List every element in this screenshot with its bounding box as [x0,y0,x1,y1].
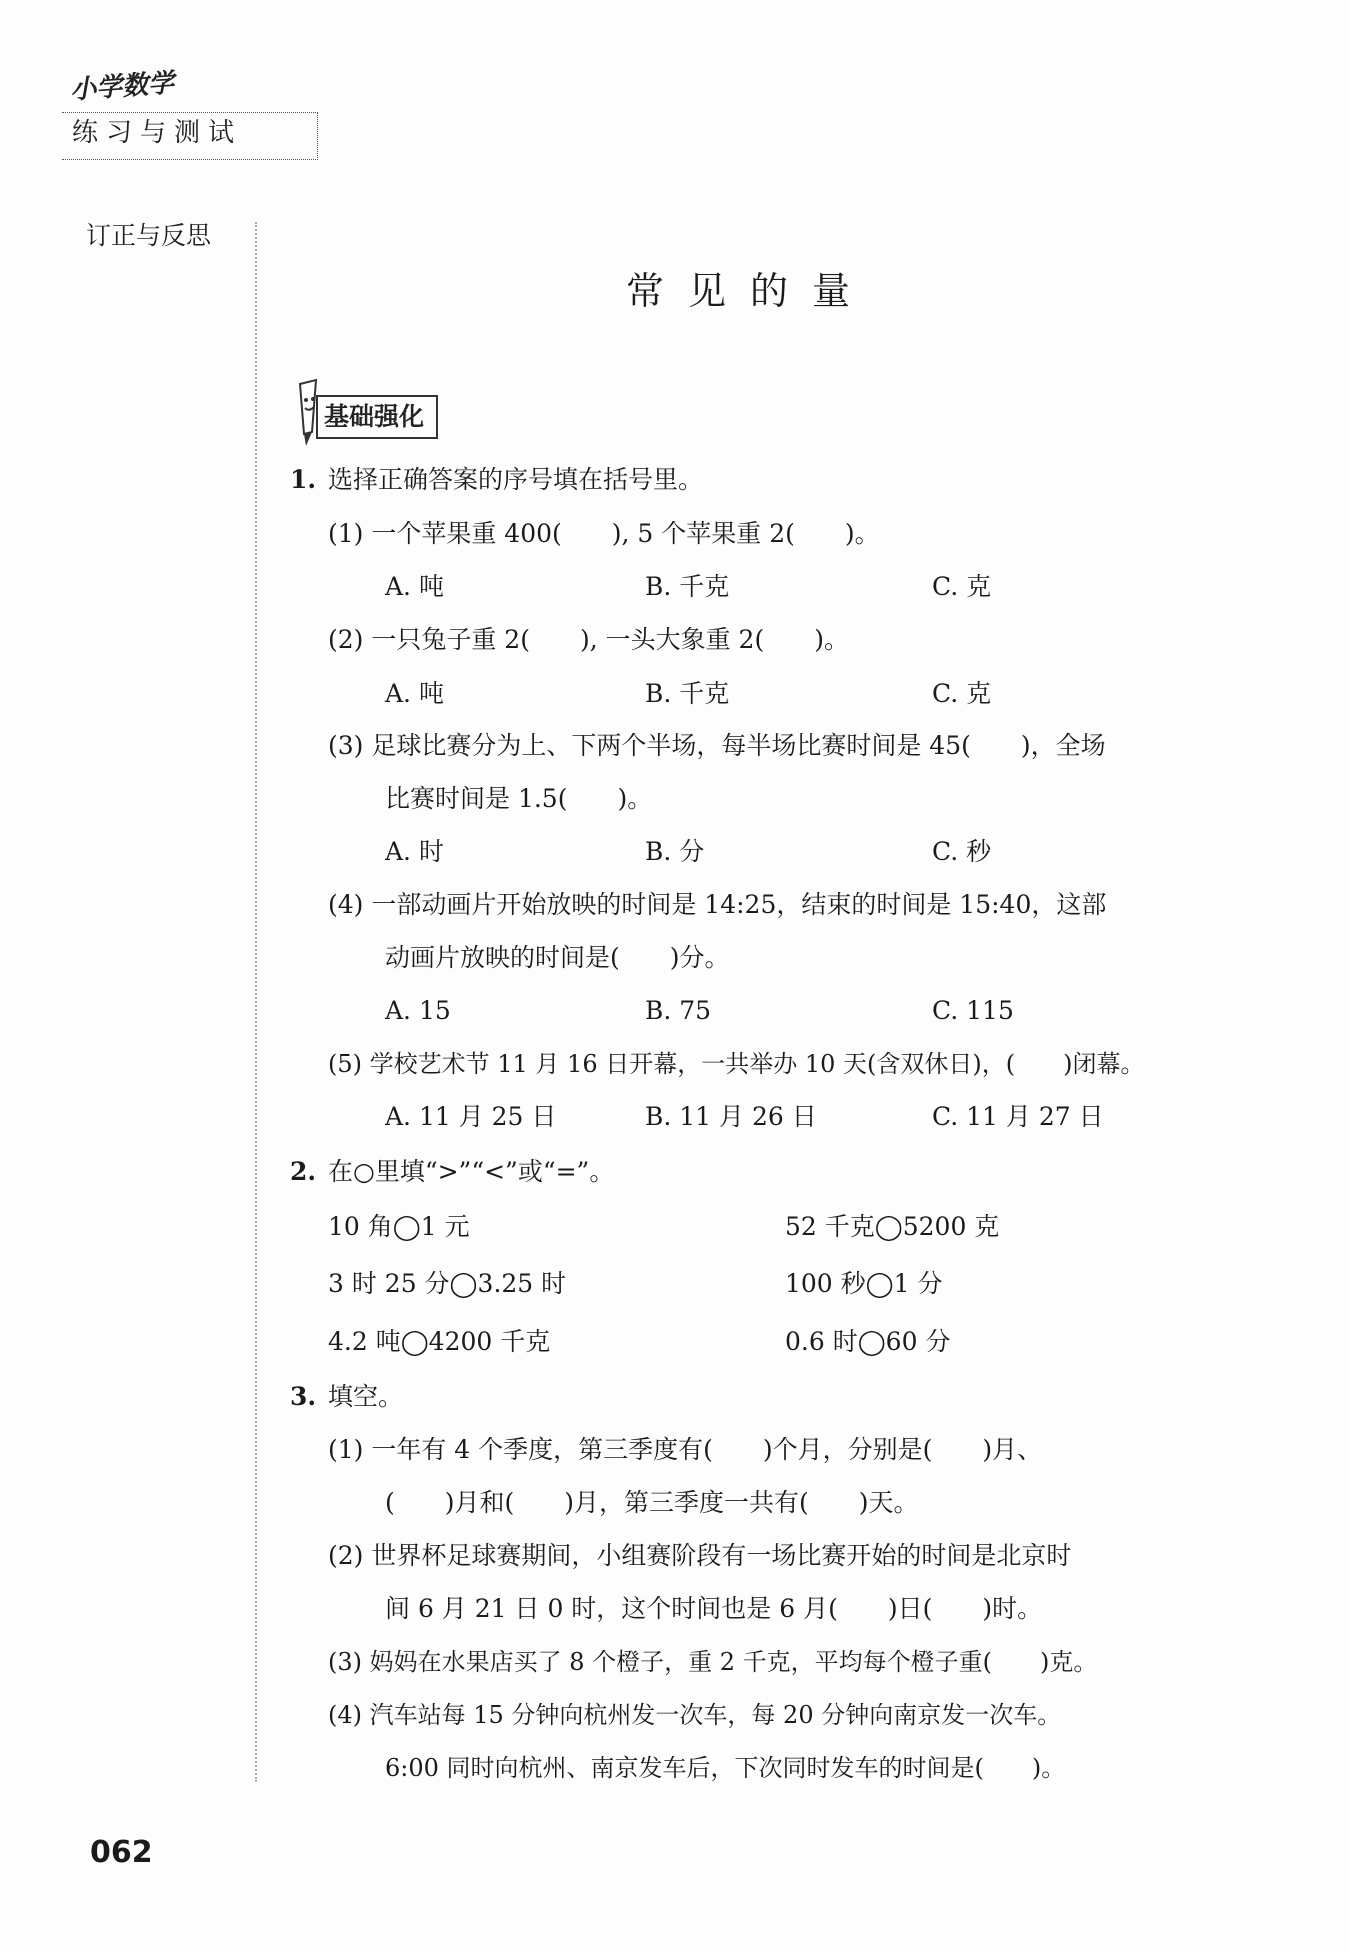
q1-part4-option-b: B. 75 [645,996,712,1025]
book-title: 练习与测试 [72,118,243,148]
q1-part3-option-b: B. 分 [645,837,705,866]
q1-part5-option-a: A. 11 月 25 日 [385,1102,557,1131]
q1-part1-option-b: B. 千克 [645,572,730,601]
q3-stem: 填空。 [328,1382,404,1411]
q2-item: 0.6 时◯60 分 [785,1327,951,1356]
q1-part3-line2: 比赛时间是 1.5( )。 [385,784,653,813]
q1-part3-line1: (3) 足球比赛分为上、下两个半场，每半场比赛时间是 45( )，全场 [328,731,1106,760]
q1-part2-option-a: A. 吨 [385,679,444,708]
q1-number: 1. [290,465,317,494]
q2-stem: 在○里填“>”“<”或“=”。 [328,1157,615,1186]
q3-number: 3. [290,1382,317,1411]
q3-part2-line2: 间 6 月 21 日 0 时，这个时间也是 6 月( )日( )时。 [385,1594,1043,1623]
q3-part3: (3) 妈妈在水果店买了 8 个橙子，重 2 千克，平均每个橙子重( )克。 [328,1648,1098,1676]
q2-item: 10 角◯1 元 [328,1212,470,1241]
q2-item: 4.2 吨◯4200 千克 [328,1327,551,1356]
q3-part1-line2: ( )月和( )月，第三季度一共有( )天。 [385,1488,919,1517]
q1-part4-option-c: C. 115 [932,996,1014,1025]
q1-part2: (2) 一只兔子重 2( ), 一头大象重 2( )。 [328,625,849,654]
q1-part2-option-c: C. 克 [932,679,992,708]
q1-part5-option-c: C. 11 月 27 日 [932,1102,1104,1131]
q1-stem: 选择正确答案的序号填在括号里。 [328,465,704,494]
q3-part4-line1: (4) 汽车站每 15 分钟向杭州发一次车，每 20 分钟向南京发一次车。 [328,1701,1062,1729]
page-number: 062 [90,1835,153,1870]
q3-part4-line2: 6:00 同时向杭州、南京发车后，下次同时发车的时间是( )。 [385,1754,1066,1782]
series-title: 小学数学 [69,68,176,106]
q3-part2-line1: (2) 世界杯足球赛期间，小组赛阶段有一场比赛开始的时间是北京时 [328,1541,1072,1570]
q1-part1-option-c: C. 克 [932,572,992,601]
q1-part4-option-a: A. 15 [385,996,451,1025]
q3-part1-line1: (1) 一年有 4 个季度，第三季度有( )个月，分别是( )月、 [328,1435,1043,1464]
section-badge: 基础强化 [316,395,438,439]
page-title: 常见的量 [625,269,874,313]
q1-part1: (1) 一个苹果重 400( ), 5 个苹果重 2( )。 [328,519,880,548]
q2-item: 100 秒◯1 分 [785,1269,943,1298]
q1-part1-option-a: A. 吨 [385,572,444,601]
q1-part4-line1: (4) 一部动画片开始放映的时间是 14:25，结束的时间是 15:40，这部 [328,890,1107,919]
sidebar-label: 订正与反思 [86,221,212,250]
q1-part4-line2: 动画片放映的时间是( )分。 [385,943,730,972]
q1-part5: (5) 学校艺术节 11 月 16 日开幕，一共举办 10 天(含双休日)，( )闭幕。 [328,1050,1145,1078]
q1-part3-option-a: A. 时 [385,837,444,866]
q1-part2-option-b: B. 千克 [645,679,730,708]
q2-number: 2. [290,1157,317,1186]
q1-part3-option-c: C. 秒 [932,837,992,866]
q1-part5-option-b: B. 11 月 26 日 [645,1102,817,1131]
q2-item: 52 千克◯5200 克 [785,1212,1000,1241]
margin-divider [255,222,257,1782]
q2-item: 3 时 25 分◯3.25 时 [328,1269,567,1298]
